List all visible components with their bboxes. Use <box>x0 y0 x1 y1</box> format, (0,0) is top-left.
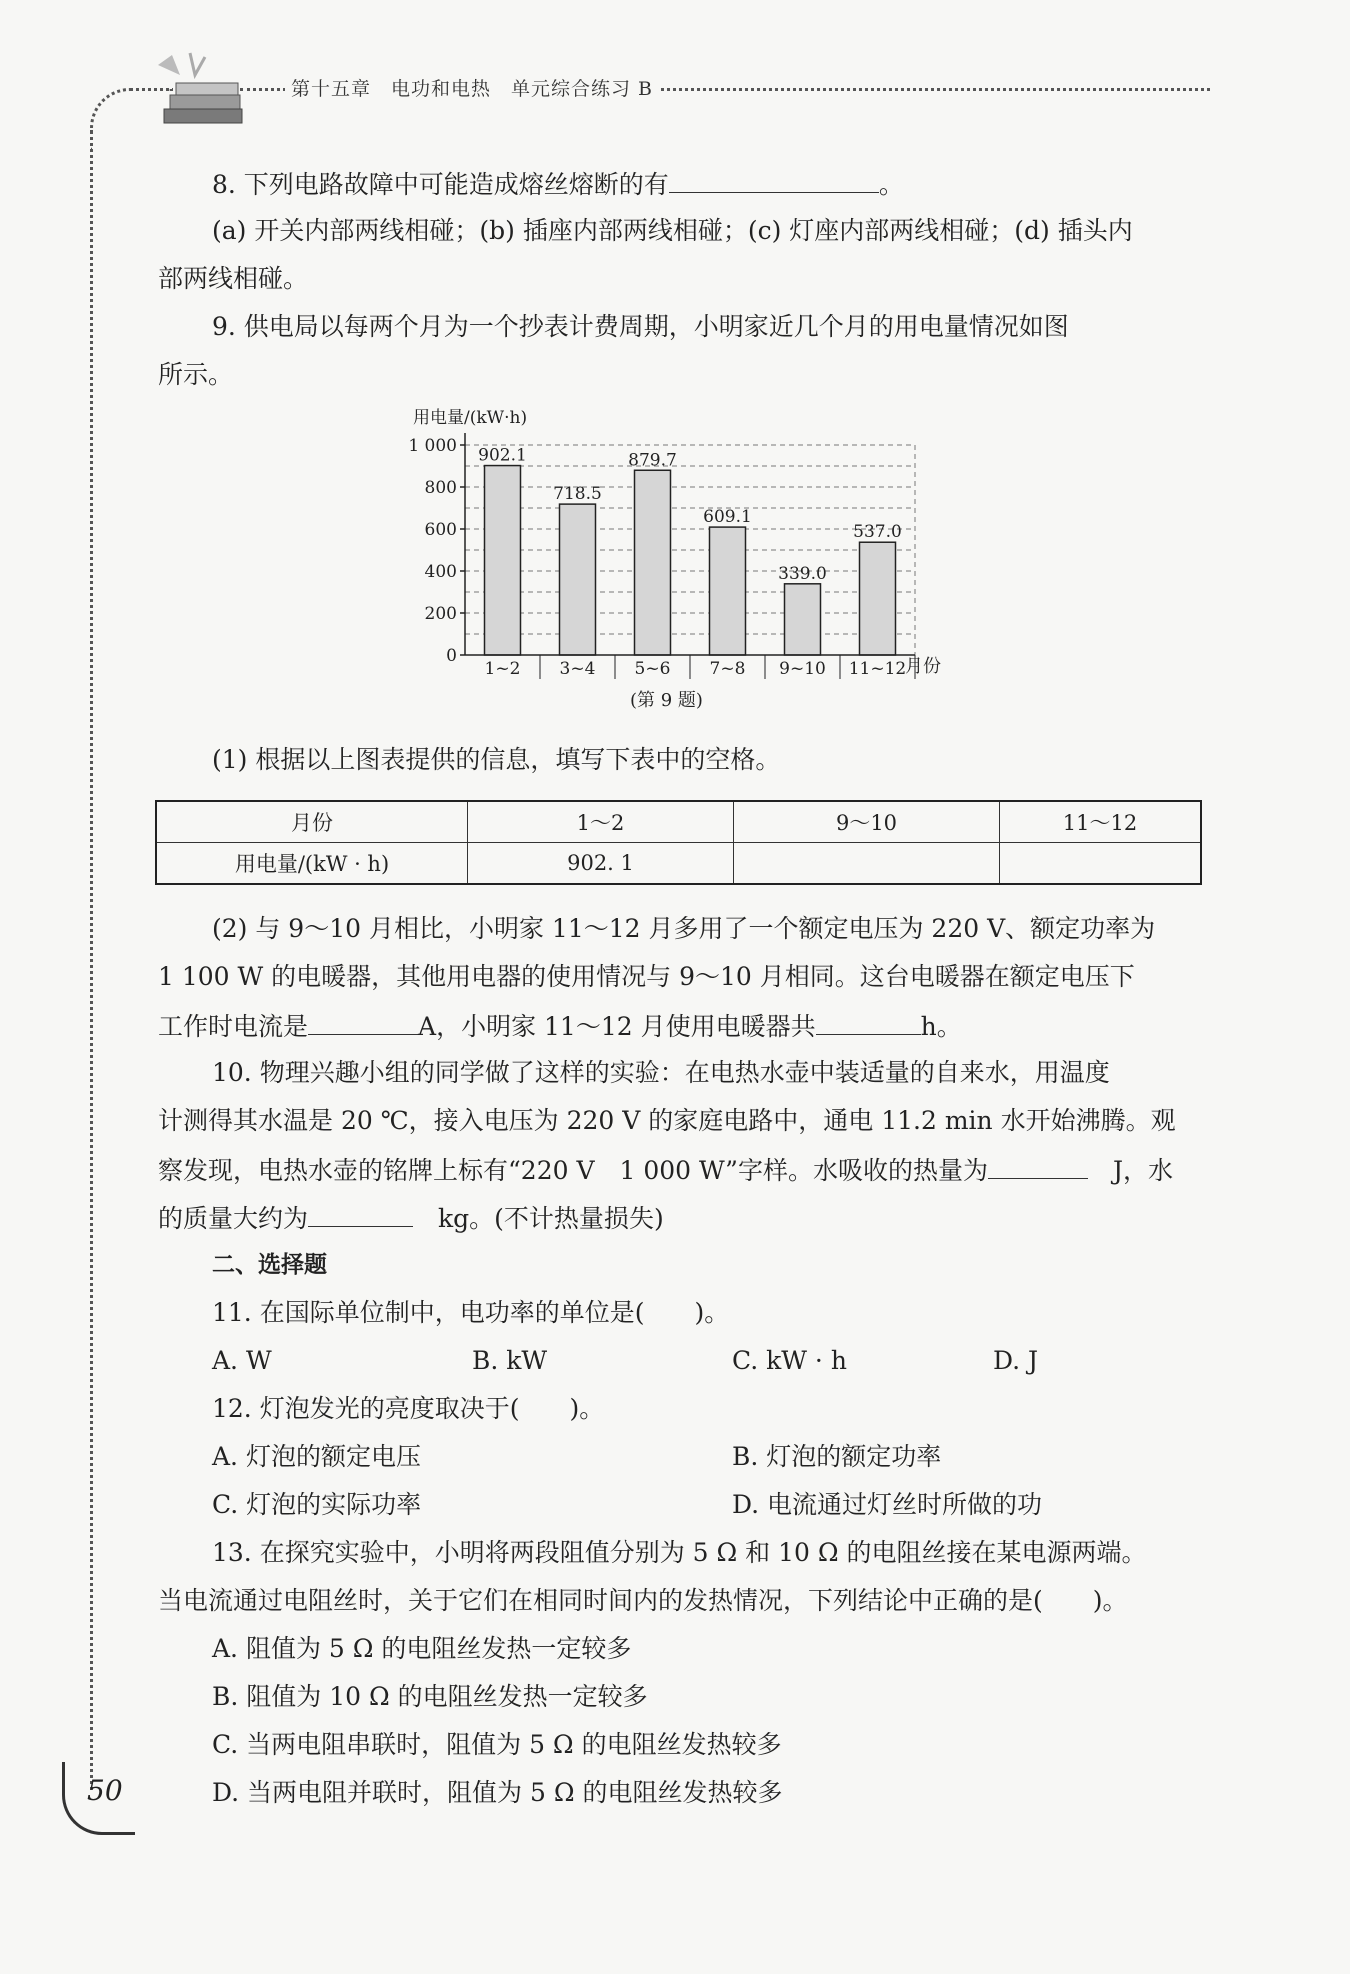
option-d[interactable]: D. 电流通过灯丝时所做的功 <box>732 1490 1043 1519</box>
option-b[interactable]: B. 阻值为 10 Ω 的电阻丝发热一定较多 <box>212 1682 648 1711</box>
option-a[interactable]: A. 灯泡的额定电压 <box>212 1442 421 1471</box>
side-margin-line <box>90 130 93 1790</box>
table-blank-cell[interactable] <box>734 843 1000 885</box>
question-13: 13. 在探究实验中，小明将两段阻值分别为 5 Ω 和 10 Ω 的电阻丝接在某电源两端。 <box>212 1538 1147 1567</box>
mass-blank[interactable] <box>308 1202 413 1227</box>
table-header-row <box>156 801 1201 843</box>
table-cell: 用电量/(kW · h) <box>156 843 468 885</box>
q8-text: 8. 下列电路故障中可能造成熔丝熔断的有 <box>212 170 669 199</box>
chart-bar <box>860 542 896 655</box>
option-c[interactable]: C. 当两电阻串联时，阻值为 5 Ω 的电阻丝发热较多 <box>212 1730 782 1759</box>
question-12: 12. 灯泡发光的亮度取决于( )。 <box>212 1394 605 1423</box>
option-b[interactable]: B. kW <box>472 1346 548 1375</box>
chart-bar <box>560 504 596 655</box>
option-b[interactable]: B. 灯泡的额定功率 <box>732 1442 942 1471</box>
option-d[interactable]: D. J <box>993 1346 1039 1375</box>
q8-options-cont: 部两线相碰。 <box>158 264 309 293</box>
question-10-heat: 察发现，电热水壶的铭牌上标有“220 V 1 000 W”字样。水吸收的热量为 J，水 <box>158 1156 1174 1185</box>
table-cell: 902. 1 <box>468 843 734 885</box>
chart-y-tick-label: 400 <box>424 562 457 582</box>
q9-part2-cont: 1 100 W 的电暖器，其他用电器的使用情况与 9～10 月相同。这台电暖器在额定电压下 <box>158 962 1135 991</box>
chart-value-label: 902.1 <box>478 445 527 466</box>
question-13-cont: 当电流通过电阻丝时，关于它们在相同时间内的发热情况，下列结论中正确的是( )。 <box>158 1586 1128 1615</box>
chart-svg <box>405 405 965 715</box>
chart-y-tick-label: 1 000 <box>408 436 457 456</box>
chart-y-tick-label: 200 <box>424 604 457 624</box>
option-d[interactable]: D. 当两电阻并联时，阻值为 5 Ω 的电阻丝发热较多 <box>212 1778 783 1807</box>
table-cell: 月份 <box>156 801 468 843</box>
chart-value-label: 537.0 <box>853 522 902 543</box>
chart-value-label: 609.1 <box>703 507 752 528</box>
q9-part2: (2) 与 9～10 月相比，小明家 11～12 月多用了一个额定电压为 220 V、额定功率为 <box>212 914 1156 943</box>
question-10: 10. 物理兴趣小组的同学做了这样的实验：在电热水壶中装适量的自来水，用温度 <box>212 1058 1110 1087</box>
option-a[interactable]: A. 阻值为 5 Ω 的电阻丝发热一定较多 <box>212 1634 632 1663</box>
table-cell: 1～2 <box>468 801 734 843</box>
chart-y-tick-label: 600 <box>424 520 457 540</box>
chart-bar <box>635 470 671 655</box>
bar-chart <box>405 405 965 715</box>
chart-x-tick-label: 9~10 <box>779 659 826 679</box>
hours-blank[interactable] <box>816 1010 921 1035</box>
q8-blank[interactable] <box>669 168 879 193</box>
question-8: 8. 下列电路故障中可能造成熔丝熔断的有 。 <box>212 170 904 199</box>
chart-caption: (第 9 题) <box>630 690 703 711</box>
chart-y-tick-label: 0 <box>446 646 457 666</box>
books-logo-icon <box>150 45 250 130</box>
table-row <box>156 843 1201 885</box>
chart-value-label: 879.7 <box>628 450 677 471</box>
chart-value-label: 718.5 <box>553 484 602 505</box>
table-cell: 11～12 <box>1000 801 1202 843</box>
chart-y-tick-label: 800 <box>424 478 457 498</box>
chart-y-axis-label: 用电量/(kW·h) <box>413 408 528 428</box>
option-a[interactable]: A. W <box>212 1346 272 1375</box>
fill-in-table <box>155 800 1202 885</box>
current-blank[interactable] <box>308 1010 418 1035</box>
chart-x-tick-label: 7~8 <box>709 659 746 679</box>
chart-x-tick-label: 11~12 <box>848 659 907 679</box>
page-number: 50 <box>87 1774 123 1807</box>
running-header: 第十五章 电功和电热 单元综合练习 B <box>285 74 659 101</box>
question-11: 11. 在国际单位制中，电功率的单位是( )。 <box>212 1298 730 1327</box>
q9-part2-blanks: 工作时电流是 A，小明家 11～12 月使用电暖器共 h。 <box>158 1012 962 1041</box>
chart-x-tick-label: 5~6 <box>634 659 671 679</box>
chart-x-axis-label: 月份 <box>905 656 941 677</box>
chart-x-tick-label: 3~4 <box>559 659 596 679</box>
question-10-mass: 的质量大约为 kg。(不计热量损失) <box>158 1204 664 1233</box>
chart-x-tick-label: 1~2 <box>484 659 521 679</box>
question-10-cont: 计测得其水温是 20 ℃，接入电压为 220 V 的家庭电路中，通电 11.2 min 水开始沸腾。观 <box>158 1106 1176 1135</box>
chart-bar <box>485 466 521 655</box>
option-c[interactable]: C. 灯泡的实际功率 <box>212 1490 422 1519</box>
option-c[interactable]: C. kW · h <box>732 1346 847 1375</box>
q9-part1: (1) 根据以上图表提供的信息，填写下表中的空格。 <box>212 745 781 774</box>
q8-options: (a) 开关内部两线相碰；(b) 插座内部两线相碰；(c) 灯座内部两线相碰；(d) 插头内 <box>212 216 1133 245</box>
chart-bar <box>710 527 746 655</box>
page-number-badge <box>62 1762 135 1835</box>
table-blank-cell[interactable] <box>1000 843 1202 885</box>
question-9-cont: 所示。 <box>158 360 234 389</box>
chart-bar <box>785 584 821 655</box>
chart-value-label: 339.0 <box>778 563 827 584</box>
table-cell: 9～10 <box>734 801 1000 843</box>
section-heading: 二、选择题 <box>212 1252 327 1278</box>
heat-blank[interactable] <box>988 1154 1088 1179</box>
question-9: 9. 供电局以每两个月为一个抄表计费周期，小明家近几个月的用电量情况如图 <box>212 312 1069 341</box>
